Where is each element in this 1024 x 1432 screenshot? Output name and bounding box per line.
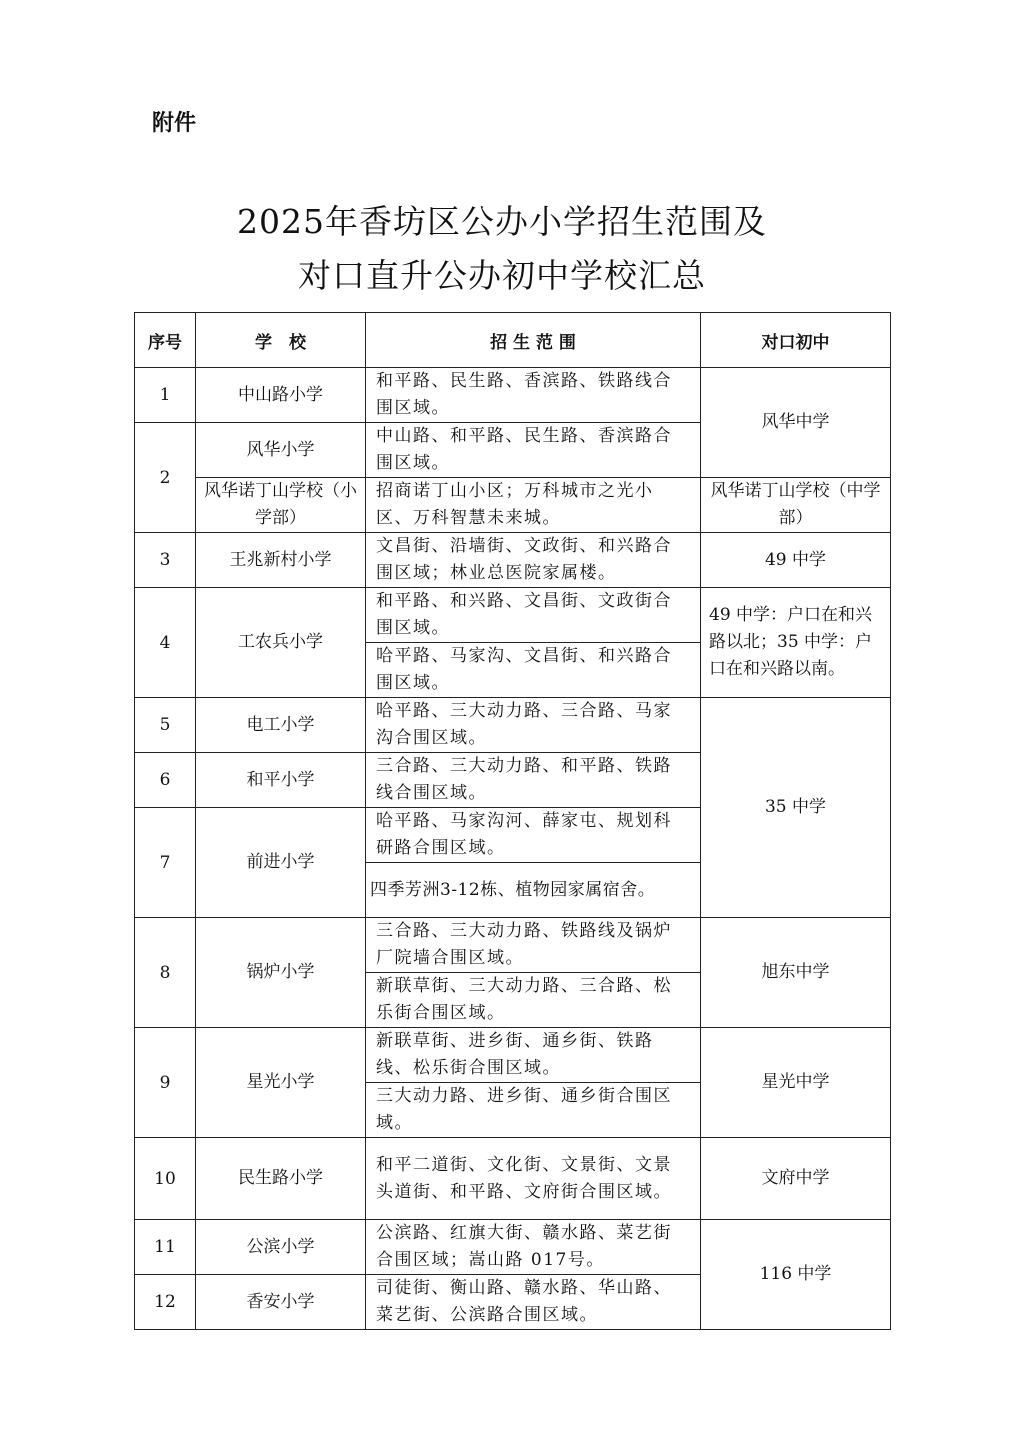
table-header-row bbox=[135, 313, 891, 368]
header-range: 招 生 范 围 bbox=[366, 313, 701, 368]
cell-school: 香安小学 bbox=[196, 1275, 366, 1330]
cell-range: 哈平路、马家沟、文昌街、和兴路合围区域。 bbox=[366, 643, 701, 698]
cell-no: 4 bbox=[135, 588, 196, 698]
cell-school: 王兆新村小学 bbox=[196, 533, 366, 588]
cell-school: 中山路小学 bbox=[196, 368, 366, 423]
cell-middle-school: 116 中学 bbox=[701, 1220, 891, 1330]
cell-school: 民生路小学 bbox=[196, 1138, 366, 1220]
cell-middle-school: 文府中学 bbox=[701, 1138, 891, 1220]
cell-middle-school: 星光中学 bbox=[701, 1028, 891, 1138]
cell-range: 和平二道街、文化街、文景街、文景头道街、和平路、文府街合围区域。 bbox=[366, 1138, 701, 1220]
enrollment-table bbox=[134, 312, 891, 1330]
cell-range: 三大动力路、进乡街、通乡街合围区域。 bbox=[366, 1083, 701, 1138]
table-row bbox=[135, 368, 891, 423]
cell-school: 前进小学 bbox=[196, 808, 366, 918]
cell-no: 2 bbox=[135, 423, 196, 533]
table-row bbox=[135, 478, 891, 533]
header-middle-school: 对口初中 bbox=[701, 313, 891, 368]
cell-range: 新联草街、三大动力路、三合路、松乐街合围区域。 bbox=[366, 973, 701, 1028]
table-row bbox=[135, 1138, 891, 1220]
cell-school: 风华小学 bbox=[196, 423, 366, 478]
cell-school: 工农兵小学 bbox=[196, 588, 366, 698]
cell-no: 11 bbox=[135, 1220, 196, 1275]
cell-range: 四季芳洲3-12栋、植物园家属宿舍。 bbox=[366, 863, 701, 918]
cell-middle-school: 49 中学 bbox=[701, 533, 891, 588]
cell-range: 文昌街、沿墙街、文政街、和兴路合围区域；林业总医院家属楼。 bbox=[366, 533, 701, 588]
table-row bbox=[135, 1028, 891, 1083]
cell-range: 哈平路、三大动力路、三合路、马家沟合围区域。 bbox=[366, 698, 701, 753]
cell-no: 10 bbox=[135, 1138, 196, 1220]
cell-range: 哈平路、马家沟河、薛家屯、规划科研路合围区域。 bbox=[366, 808, 701, 863]
cell-school: 和平小学 bbox=[196, 753, 366, 808]
cell-middle-school: 35 中学 bbox=[701, 698, 891, 918]
cell-range: 公滨路、红旗大街、赣水路、菜艺街合围区域；嵩山路 017号。 bbox=[366, 1220, 701, 1275]
page-title-line2: 对口直升公办初中学校汇总 bbox=[298, 256, 706, 295]
cell-middle-school: 风华诺丁山学校（中学部） bbox=[701, 478, 891, 533]
cell-range: 三合路、三大动力路、和平路、铁路线合围区域。 bbox=[366, 753, 701, 808]
cell-school: 星光小学 bbox=[196, 1028, 366, 1138]
cell-range: 招商诺丁山小区；万科城市之光小区、万科智慧未来城。 bbox=[366, 478, 701, 533]
header-no: 序号 bbox=[135, 313, 196, 368]
cell-school: 电工小学 bbox=[196, 698, 366, 753]
table-row bbox=[135, 918, 891, 973]
cell-school: 公滨小学 bbox=[196, 1220, 366, 1275]
table-row bbox=[135, 1220, 891, 1275]
cell-no: 8 bbox=[135, 918, 196, 1028]
cell-range: 中山路、和平路、民生路、香滨路合围区域。 bbox=[366, 423, 701, 478]
cell-range: 和平路、和兴路、文昌街、文政街合围区域。 bbox=[366, 588, 701, 643]
page-title-line1: 2025年香坊区公办小学招生范围及 bbox=[237, 202, 767, 241]
table-row bbox=[135, 533, 891, 588]
cell-range: 和平路、民生路、香滨路、铁路线合围区域。 bbox=[366, 368, 701, 423]
cell-range: 新联草街、进乡街、通乡街、铁路线、松乐街合围区域。 bbox=[366, 1028, 701, 1083]
cell-no: 7 bbox=[135, 808, 196, 918]
cell-middle-school: 风华中学 bbox=[701, 368, 891, 478]
cell-middle-school: 旭东中学 bbox=[701, 918, 891, 1028]
cell-range: 三合路、三大动力路、铁路线及锅炉厂院墙合围区域。 bbox=[366, 918, 701, 973]
cell-no: 6 bbox=[135, 753, 196, 808]
attachment-label: 附件 bbox=[152, 111, 197, 136]
cell-no: 5 bbox=[135, 698, 196, 753]
cell-no: 9 bbox=[135, 1028, 196, 1138]
cell-range: 司徒街、衡山路、赣水路、华山路、菜艺街、公滨路合围区域。 bbox=[366, 1275, 701, 1330]
table-row bbox=[135, 698, 891, 753]
table-row bbox=[135, 588, 891, 643]
cell-school: 风华诺丁山学校（小学部） bbox=[196, 478, 366, 533]
cell-middle-school: 49 中学：户口在和兴路以北；35 中学：户口在和兴路以南。 bbox=[701, 588, 891, 698]
cell-no: 12 bbox=[135, 1275, 196, 1330]
cell-school: 锅炉小学 bbox=[196, 918, 366, 1028]
header-school: 学 校 bbox=[196, 313, 366, 368]
cell-no: 1 bbox=[135, 368, 196, 423]
cell-no: 3 bbox=[135, 533, 196, 588]
